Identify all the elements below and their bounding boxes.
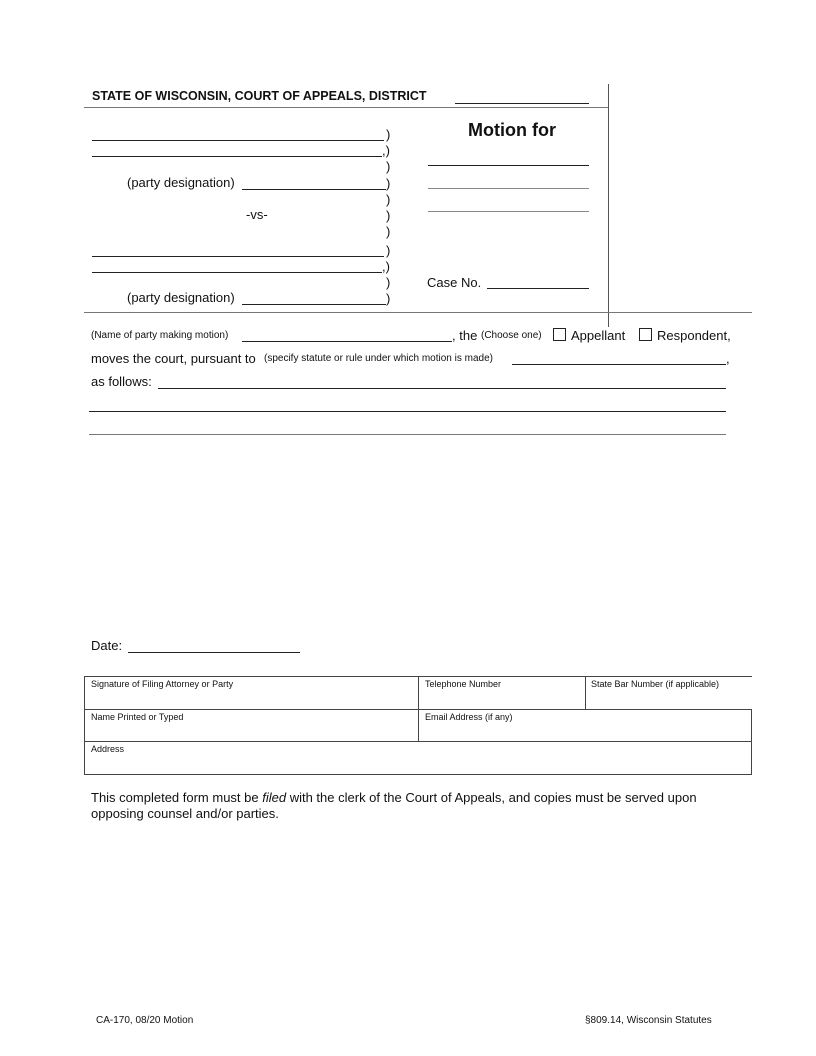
motion-title-field-2[interactable] xyxy=(428,188,589,189)
telephone-cell[interactable] xyxy=(418,676,586,710)
bar-number-label: State Bar Number (if applicable) xyxy=(591,679,720,689)
caption-paren: ) xyxy=(386,192,391,207)
address-cell[interactable] xyxy=(84,741,752,775)
caption-paren: ) xyxy=(386,224,391,239)
filing-notice: This completed form must be filed with the clerk of the Court of Appeals, and copies must be served upon opposing counsel and/or parties. xyxy=(91,790,697,821)
address-label: Address xyxy=(91,744,125,754)
date-field[interactable] xyxy=(128,652,300,653)
caption-paren: ) xyxy=(386,291,391,306)
respondent-checkbox[interactable] xyxy=(639,328,652,341)
email-cell[interactable] xyxy=(418,709,752,742)
appellant-option[interactable] xyxy=(553,328,625,343)
as-follows-label: as follows: xyxy=(91,374,152,389)
caption-paren: ,) xyxy=(382,143,390,158)
name-printed-cell[interactable] xyxy=(84,709,419,742)
date-label: Date: xyxy=(91,638,123,653)
form-id: CA-170, 08/20 Motion xyxy=(96,1015,194,1026)
district-field[interactable] xyxy=(455,103,589,104)
the-label: , the xyxy=(452,328,478,343)
party-making-motion-field[interactable] xyxy=(242,341,452,342)
party-name-field-3[interactable] xyxy=(92,256,384,257)
caption-paren: ,) xyxy=(382,259,390,274)
respondent-label: Respondent, xyxy=(657,328,731,343)
as-follows-field-3[interactable] xyxy=(89,434,726,435)
as-follows-field-1[interactable] xyxy=(158,388,726,389)
caption-divider xyxy=(84,312,752,313)
party-designation-field-2[interactable] xyxy=(242,304,386,305)
statute-hint-label: (specify statute or rule under which motion is made) xyxy=(264,353,493,364)
party-name-field-2[interactable] xyxy=(92,156,382,157)
motion-title-field-1[interactable] xyxy=(428,165,589,166)
header-divider xyxy=(84,107,608,108)
as-follows-field-2[interactable] xyxy=(89,411,726,412)
party-name-field-4[interactable] xyxy=(92,272,382,273)
caption-paren: ) xyxy=(386,208,391,223)
appellant-checkbox[interactable] xyxy=(553,328,566,341)
telephone-label: Telephone Number xyxy=(425,679,502,689)
caption-paren: ) xyxy=(386,243,391,258)
name-printed-label: Name Printed or Typed xyxy=(91,712,184,722)
vs-label: -vs- xyxy=(246,207,268,222)
case-no-label: Case No. xyxy=(427,275,482,290)
caption-paren: ) xyxy=(386,127,391,142)
statute-reference: §809.14, Wisconsin Statutes xyxy=(585,1015,712,1026)
caption-paren: ) xyxy=(386,159,391,174)
case-no-field[interactable] xyxy=(487,288,589,289)
respondent-option[interactable] xyxy=(639,328,731,343)
signature-label: Signature of Filing Attorney or Party xyxy=(91,679,234,689)
court-heading: STATE OF WISCONSIN, COURT OF APPEALS, DISTRICT xyxy=(92,89,427,103)
choose-one-label: (Choose one) xyxy=(481,330,542,341)
moves-court-label: moves the court, pursuant to xyxy=(91,351,256,366)
statute-comma: , xyxy=(726,351,730,366)
appellant-label: Appellant xyxy=(571,328,626,343)
header-vertical-divider xyxy=(608,84,609,327)
email-label: Email Address (if any) xyxy=(425,712,513,722)
party-designation-field-1[interactable] xyxy=(242,189,386,190)
party-name-field-1[interactable] xyxy=(92,140,384,141)
caption-paren: ) xyxy=(386,275,391,290)
statute-field[interactable] xyxy=(512,364,726,365)
party-name-label: (Name of party making motion) xyxy=(91,330,229,341)
bar-number-cell[interactable] xyxy=(585,676,752,710)
motion-title-field-3[interactable] xyxy=(428,211,589,212)
signature-cell[interactable] xyxy=(84,676,419,710)
party-designation-label: (party designation) xyxy=(127,290,235,305)
party-designation-label: (party designation) xyxy=(127,175,235,190)
motion-title: Motion for xyxy=(468,120,556,140)
caption-paren: ) xyxy=(386,176,391,191)
